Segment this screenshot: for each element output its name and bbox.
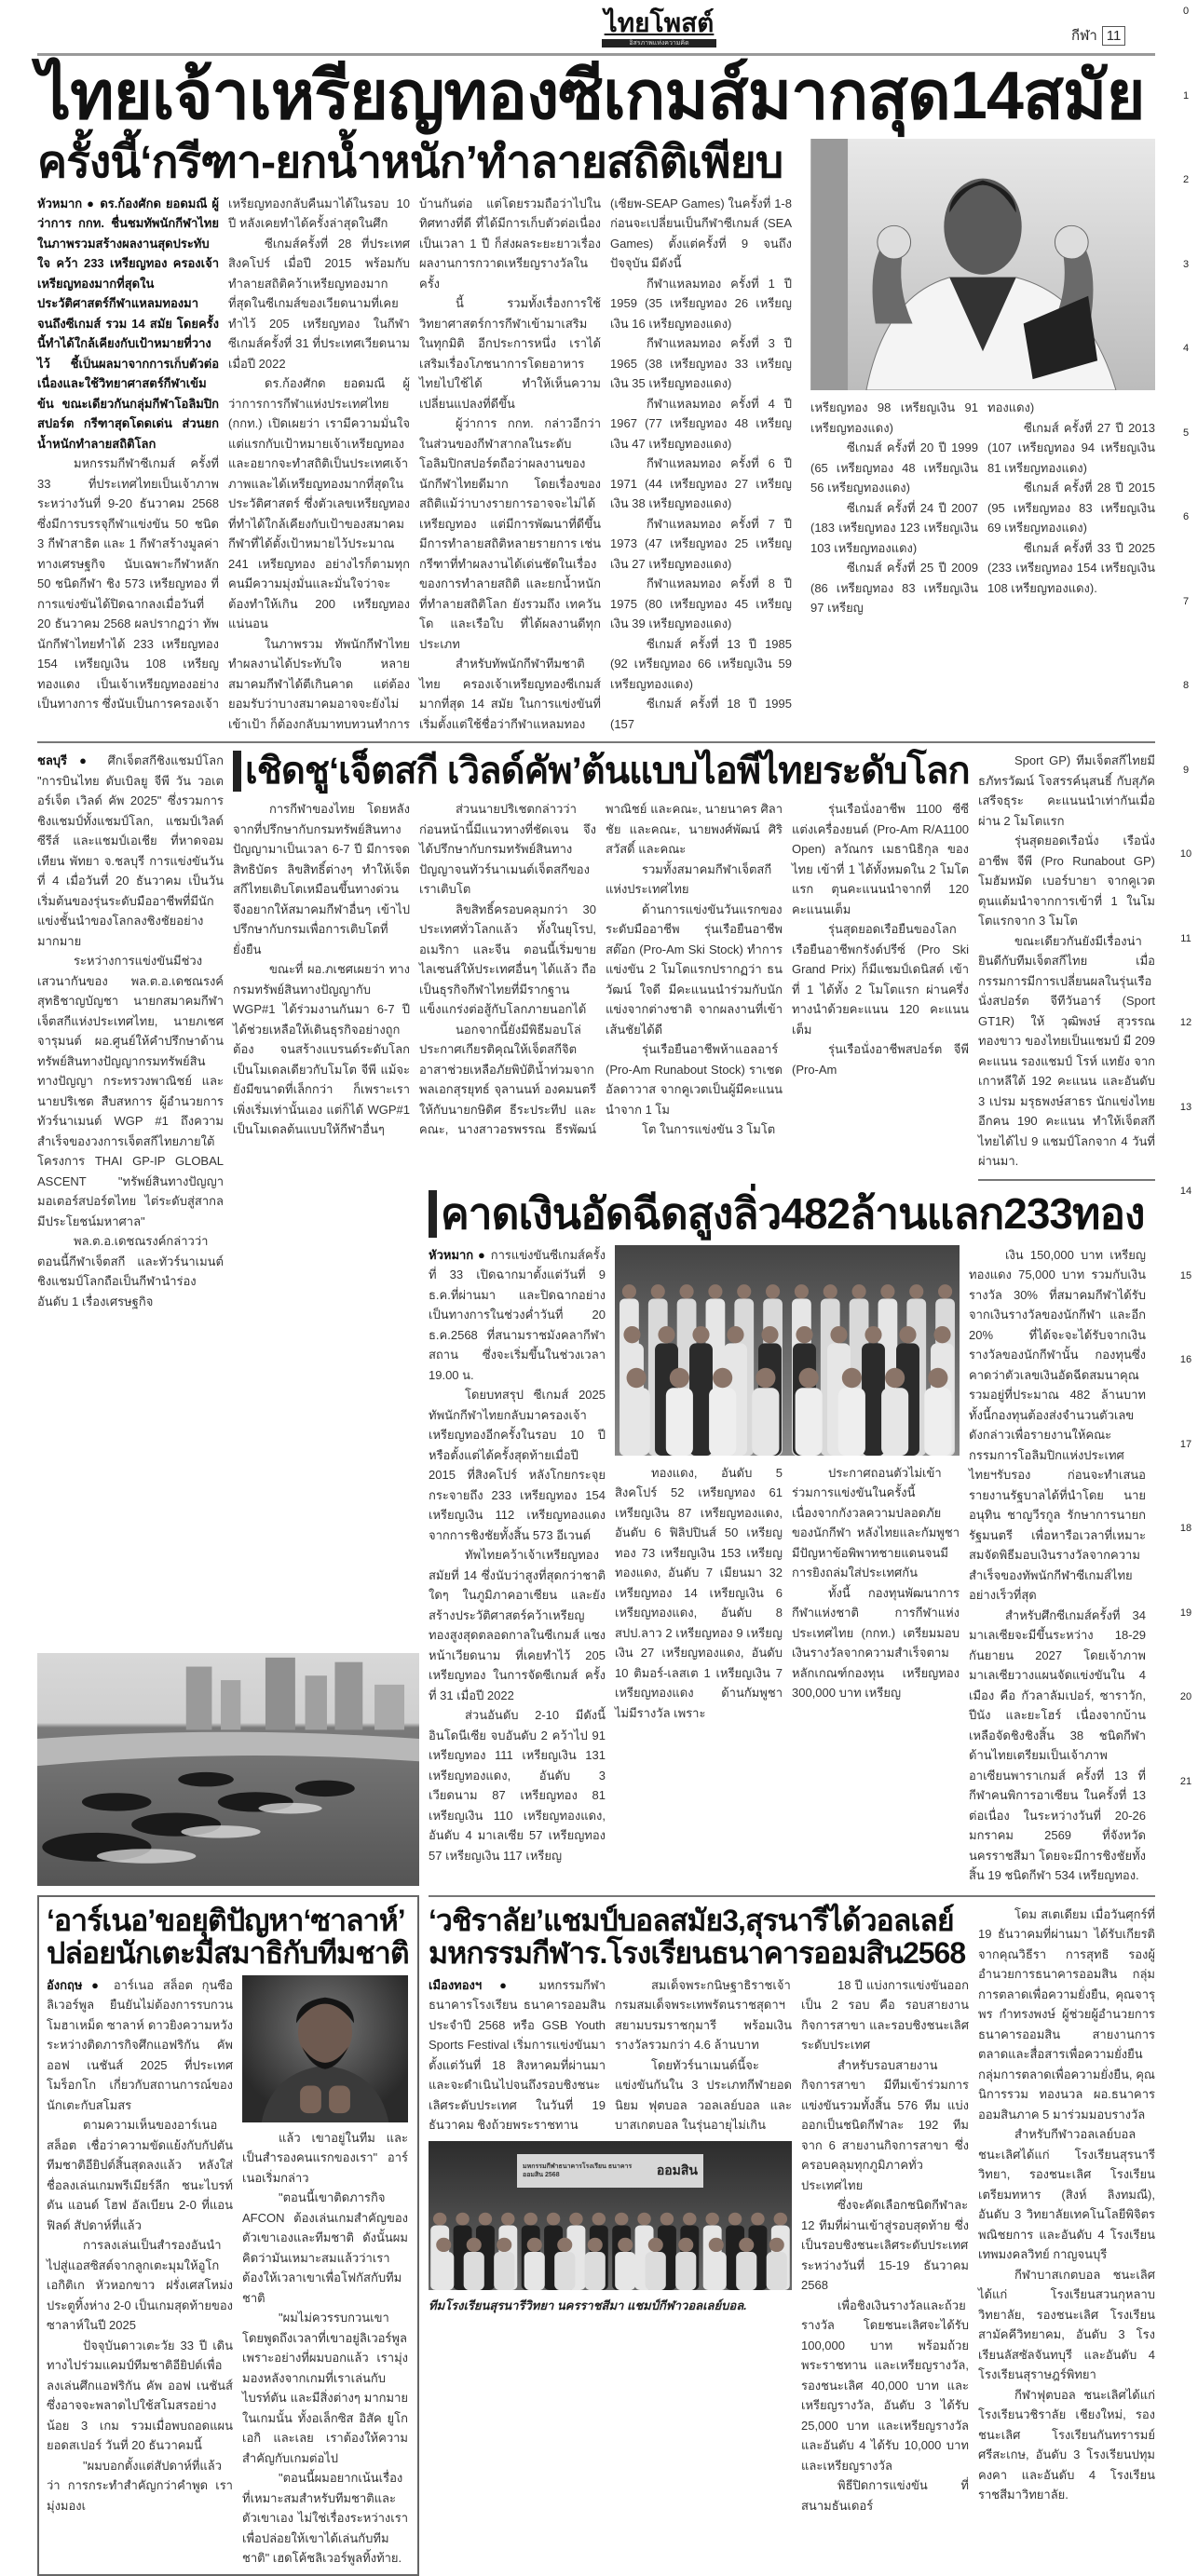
person-figure [615,2238,635,2290]
paragraph: มหกรรมกีฬาซีเกมส์ ครั้งที่ 33 ที่ประเทศไทยเป็นเจ้าภาพ ระหว่างวันที่ 9-20 ธันวาคม 2568 ซึ่งมีการบรรจุกีฬาแข่งขัน 50 ชนิด 3 กีฬาสาธิต และ 1 กีฬาสร้างมูลค่าทางเศรษฐกิจ นับเฉพาะกีฬาหลัก 50 ชนิดกีฬา ชิง 573 เหรียญทอง ที่การแข่งขันได้ปิดฉากลงเมื่อวันที่ 20 ธันวาคม 2568 ผลปรากฏว่า ทัพนักกีฬาไทยทำได้ 233 เหรียญทอง 154 เหรียญเงิน 108 เหรียญทองแดง เป็นเจ้าเหรียญทองอย่างเป็นทางการ ซึ่งนับเป็นการครองเจ้าเหรียญทองกลับคืนมาได้ในรอบ 10 ปี หลังเคยทำได้ครั้งล่าสุดในศึก [37,196,410,712]
paragraph: เงิน 150,000 บาท เหรียญทองแดง 75,000 บาท รวมกับเงินรางวัล 30% ที่สมาคมกีฬาได้รับจากเงินรางวัลของนักกีฬา และอีก 20% ที่ได้จะจะได้รับจากเงินรางวัลของนักกีฬานั้น กองทุนซึ่งคาดว่าตัวเลขเงินอัดฉีดสมนาคุณรวมอยู่ที่ประมาณ 482 ล้านบาท ทั้งนี้กองทุนต้องส่งจำนวนตัวเลขดังกล่าวเพื่อรายงานให้คณะกรรมการโอลิมปิกแห่งประเทศไทยฯรับรอง ก่อนจะทำเสนอรายงานรัฐบาลได้ที่นำโดย นายอนุทิน ชาญวีรกูล รักษาการนายกรัฐมนตรี เพื่อหารือเวลาที่เหมาะสมจัดพิธีมอบเงินรางวัลจากความสำเร็จของทัพนักกีฬาซีเกมส์ไทยอย่างเร็วที่สุด [969,1247,1146,1603]
paragraph: ในภาพรวม ทัพนักกีฬาไทยทำผลงานได้ประทับใจ หลายสมาคมกีฬาได้ตีเกินคาด แต่ต้องยอมรับว่าบางสมาคมอาจจะยังไม่เข้าเป้า ก็ต้องกลับมาทบทวนทำการบ้านกันต่อ แต่โดยรวมถือว่าไปในทิศทางที่ดี ที่ได้มีการเก็บตัวต่อเนื่องเป็นเวลา 1 ปี ก็ส่งผลระยะยาวเรื่องผลงานการกวาดเหรียญรางวัลในครั้ง [228,196,601,731]
main-headline: ไทยเจ้าเหรียญทองซีเกมส์มากสุด14สมัย [37,59,1145,133]
ruler-mark: 4 [1182,343,1190,354]
gsb-story [429,1895,1155,2516]
medal-history-entry: กีฬาแหลมทอง ครั้งที่ 8 ปี 1975 (80 เหรียญทอง 45 เหรียญเงิน 39 เหรียญทองแดง) [610,576,792,631]
section-label [1071,24,1125,47]
medal-history-entry: กีฬาแหลมทอง ครั้งที่ 4 ปี 1967 (77 เหรียญทอง 48 เหรียญเงิน 47 เหรียญทองแดง) [610,396,792,451]
paragraph: นี้ รวมทั้งเรื่องการใช้วิทยาศาสตร์การกีฬาเข้ามาเสริมในทุกมิติ อีกประการหนึ่ง เราได้เสริมเรื่องโภชนาการโดยอาหารไทยไปใช้ได้ ทำให้เห็นความเปลี่ยนแปลงที่ดีขึ้น [419,296,601,411]
main-story [37,139,1155,734]
lead-paragraph: ดร.ก้องศักด ยอดมณี ผู้ว่าการ กกท. ชื่นชมทัพนักกีฬาไทยในภาพรวมสร้างผลงานสุดประทับใจ คว้า 233 เหรียญทอง ครองเจ้าเหรียญทองมากที่สุดในประวัติศาสตร์กีฬาแหลมทองมาจนถึงซีเกมส์ รวม 14 สมัย โดยครั้งนี้ทำได้ใกล้เคียงกับเป้าหมายที่วางไว้ ชี้เป็นผลมาจากการเก็บตัวต่อเนื่องและใช้วิทยาศาสตร์กีฬาเข้มข้น ขณะเดียวกันกลุ่มกีฬาโอลิมปิกสปอร์ต กรีฑาสุดโดดเด่น ส่วนยกน้ำหนักทำลายสถิติโลก [37,196,219,451]
paragraph: กีฬาบาสเกตบอล ชนะเลิศได้แก่ โรงเรียนสวนกุหลาบวิทยาลัย, รองชนะเลิศ โรงเรียนสามัคคีวิทยาคม, อันดับ 3 โรงเรียนลัสซัลจันทบุรี และอันดับ 4 โรงเรียนสุราษฎร์พิทยา [978,2267,1155,2382]
paragraph: "ผมบอกตั้งแต่สัปดาห์ที่แล้วว่า การกระทำสำคัญกว่าคำพูด เรามุ่งมองเ [47,2458,233,2513]
paragraph: การกีฬาของไทย โดยหลังจากที่ปรึกษากับกรมทรัพย์สินทางปัญญามาเป็นเวลา 6-7 ปี มีการจดสิทธิบัตร ลิขสิทธิ์ต่างๆ ทำให้เจ็ตสกีไทยเติบโตเหมือนขึ้นทางด่วน จึงอยากให้สมาคมกีฬาอื่นๆ เข้าไปปรึกษากับกรมเพื่อการเติบโตที่ยั่งยืน [233,802,410,956]
person-figure [706,2238,727,2290]
paragraph: พิธีปิดการแข่งขัน ที่สนามธันเดอร์ [801,2478,969,2513]
paragraph: รุ่นเรือนั่งอาชีพสปอร์ต จีพี (Pro-Am [792,1042,969,1077]
paragraph: ขณะที่ ผอ.ภเชศเผยว่า ทางกรมทรัพย์สินทางปัญญากับ WGP#1 ได้ร่วมงานกันมา 6-7 ปี ได้ช่วยเหลือให้เดินธุรกิจอย่างถูกต้อง จนสร้างแบรนด์ระดับโลก เป็นโมเดลเดียวกับโมโต จีพี แม้จะยังมีขนาดที่เล็กกว่า ก็เพราะเราเพิ่งเริ่มเท่านั้นเอง แต่ก็ได้ WGP#1 เป็นโมเดลต้นแบบให้กีฬาอื่นๆ [233,962,410,1137]
paragraph: อาร์เนอ สล็อต กุนซือลิเวอร์พูล ยืนยันไม่ต้องการรบกวน โมฮาเหม็ด ซาลาห์ ดาวยิงความหวัง ระหว่างติดภารกิจศึกแอฟริกัน คัพ ออฟ เนชันส์ 2025 ที่ประเทศโมร็อกโก เกี่ยวกับสถานการณ์ของนักเตะกับสโมสร [47,1977,233,2112]
ruler-mark: 13 [1179,1101,1192,1113]
medal-history-entry: เหรียญทอง 98 เหรียญเงิน 91 เหรียญทองแดง) [810,400,978,435]
salah-col-1 [47,1975,233,2516]
athlete-medal-image [810,139,1155,390]
ruler-mark: 21 [1179,1775,1192,1787]
salah-headline-line-2: ปล่อยนักเตะมีสมาธิกับทีมชาติ [47,1935,409,1970]
section-name: กีฬา [1071,28,1097,44]
paragraph: รุ่นเรือยืนอาชีพห้าแอลอาร์ (Pro-Am Runabout Stock) ราเชด อัลดาวาส จากคูเวตเป็นผู้มีคะแนนนำจาก 1 โม [606,1042,783,1117]
paragraph: ส่วนนายปริเชตกล่าวว่า ก่อนหน้านี้มีแนวทางที่ชัดเจน จึงได้ปรึกษากับกรมทรัพย์สินทางปัญญาจนทัวร์นาเมนต์เจ็ตสกีของเราเติบโต [419,802,596,897]
paragraph: สำหรับกีฬาวอลเลย์บอล ชนะเลิศได้แก่ โรงเรียนสุรนารีวิทยา, รองชนะเลิศ โรงเรียนเตรียมทหาร (สิงห์ ลิงทมณี), อันดับ 3 วิทยาลัยเทคโนโลยีพิจิตรพณิชยการ และอันดับ 4 โรงเรียนเทพมงคลวิทย์ กาญจนบุรี [978,2127,1155,2262]
jetski-right-col [978,751,1155,1172]
ruler-mark: 1 [1182,89,1190,102]
medal-history-continued [810,398,1155,618]
paragraph: มหกรรมกีฬาธนาคารโรงเรียน ธนาคารออมสิน ประจำปี 2568 หรือ GSB Youth Sports Festival เริ่มการแข่งขันมาตั้งแต่วันที่ 18 สิงหาคมที่ผ่านมา และจะดำเนินไปจนถึงรอบชิงชนะเลิศระดับประเทศ ในวันที่ 19 ธันวาคม ชิงถ้วยพระราชทาน [429,1977,606,2133]
medal-history-entry: กีฬาแหลมทอง ครั้งที่ 7 ปี 1973 (47 เหรียญทอง 25 เหรียญเงิน 27 เหรียญทองแดง) [610,516,792,571]
gsb-main [429,1905,969,2516]
paragraph: รุ่นสุดยอดเรือยืนของโลก เรือยืนอาชีพกรังด์ปรีซ์ (Pro Ski Grand Prix) ก็มีแชมป์เดนิสต์ เข้าที่ 1 ได้ทั้ง 2 โมโตแรก ผ่านครึ่งทางนำด้วยคะแนน 120 คะแนนเต็ม [792,922,969,1037]
dateline: เมืองทองฯ ● [429,1977,522,1992]
jetski-story [233,751,969,1140]
ruler-mark: 7 [1182,595,1190,607]
paragraph: โดยบทสรุป ซีเกมส์ 2025 ทัพนักกีฬาไทยกลับมาครองเจ้าเหรียญทองอีกครั้งในรอบ 10 ปี หรือตั้งแต่ได้ครั้งสุดท้ายเมื่อปี 2015 ที่สิงคโปร์ หลังโกยกระจุยกระจายถึง 233 เหรียญทอง 154 เหรียญเงิน 112 เหรียญทองแดง จากการชิงชัยทั้งสิ้น 573 อีเวนต์ [429,1388,606,1542]
bonus-col-1 [429,1245,606,1866]
salah-headline-line-1: ‘อาร์เนอ’ขอยุติปัญหา‘ซาลาห์’ [47,1903,405,1937]
jetski-headline: เชิดชู‘เจ็ตสกี เวิลด์คัพ’ต้นแบบไอพีไทยระดับโลก [233,751,969,792]
paragraph: "ผมไม่ควรรบกวนเขาโดยพูดถึงเวลาที่เขาอยู่ลิเวอร์พูล เพราะอย่างที่ผมบอกแล้ว เรามุ่งมองหลังจากเกมที่เราเล่นกับไบรท์ตัน และมีสิ่งต่างๆ มากมายในเกมนั้น ทั้งอเล็กซิส อิสัค ยูโกเอกิ และเลย เราต้องให้ความสำคัญกับเกมต่อไป [242,2311,408,2465]
person-figure [494,2238,514,2290]
paragraph: แล้ว เขาอยู่ในทีม และเป็นสำรองคนแรกของเรา" อาร์เนอเริ่มกล่าว [242,2130,408,2185]
ruler-mark: 19 [1179,1607,1192,1619]
logo-tagline: อิสรภาพแห่งความคิด [602,39,716,47]
paragraph: ลิขสิทธิ์ครอบคลุมกว่า 30 ประเทศทั่วโลกแล้ว ทั้งในยุโรป, อเมริกา และจีน ตอนนี้เริ่มขายไลเซนส์ให้ประเทศอื่นๆ ได้แล้ว ถือเป็นธุรกิจกีฬาไทยที่มีรากฐานแข็งแกร่งต่อสู้กับโลกภายนอกได้ [419,902,596,1017]
paragraph: ด้านการแข่งขันวันแรกของระดับมืออาชีพ รุ่นเรือยืนอาชีพสต๊อก (Pro-Am Ski Stock) ทำการแข่งขัน 2 โมโตแรกปรากฏว่า ธนวัฒน์ ใจดี มีคะแนนนำร่วมกับนักแข่งจากต่างชาติ จากผลงานที่เข้าเส้นชัยได้ดี [606,902,783,1037]
ruler-mark: 16 [1179,1354,1192,1365]
main-story-right [810,139,1155,618]
gsb-col-3 [801,1975,969,2516]
paragraph: Sport GP) ทีมเจ็ตสกีไทยมี ธภัทรวัฒน์ โจสรรค์นุสนธิ์ กับสุภัค เสรีจธุระ คะแนนนำเท่ากันเมื่อผ่าน 2 โมโตแรก [978,753,1155,828]
ruler-mark: 6 [1182,511,1190,522]
bonus-headline: คาดเงินอัดฉีดสูงลิ่ว482ล้านแลก233ทอง [429,1190,1155,1238]
main-story-left [37,139,792,734]
paragraph: ศึกเจ็ตสกีชิงแชมป์โลก "การบินไทย ดับเบิลยู จีพี วัน วอเตอร์เจ็ต เวิลด์ คัพ 2025" ซึ่งรวมการชิงแชมป์ทั้งแชมป์โลก, แชมป์เวิลด์ ซีรีส์ และแชมป์เอเชีย ที่หาดจอมเทียน พัทยา จ.ชลบุรี การแข่งขันวันที่ 4 เมื่อวันที่ 20 ธันวาคม เป็นวันเริ่มต้นของรุ่นระดับมืออาชีพที่มีนักแข่งชั้นนำของโลกลงชิงชัยอย่างมากมาย [37,753,224,948]
ruler-mark: 8 [1182,680,1190,691]
ruler-mark: 17 [1179,1438,1192,1450]
person-figure [464,2238,484,2290]
paragraph: พล.ต.อ.เดชณรงค์กล่าวว่า ตอนนี้กีฬาเจ็ตสกี และทัวร์นาเมนต์ชิงแชมป์โลกถือเป็นกีฬานำร่องอันดับ 1 เรื่องเศรษฐกิจ [37,1234,224,1308]
salah-story-box [37,1895,419,2576]
paragraph: รวมทั้งสมาคมกีฬาเจ็ตสกีแห่งประเทศไทย [606,861,772,897]
bonus-col-2-3 [615,1463,960,1724]
team-celebration-photo [615,1245,960,1456]
masthead-logo [596,9,722,47]
masthead-rule [37,53,1155,56]
page-content [37,60,1155,2576]
main-subheadline: ครั้งนี้‘กรีฑา-ยกน้ำหนัก’ทำลายสถิติเพียบ [37,138,783,188]
paragraph: ทองแดง, อันดับ 5 สิงคโปร์ 52 เหรียญทอง 61 เหรียญเงิน 87 เหรียญทองแดง, อันดับ 6 ฟิลิปปินส์ 50 เหรียญทอง 73 เหรียญเงิน 153 เหรียญทองแดง, อันดับ 7 เมียนมา 32 เหรียญทอง 14 เหรียญเงิน 6 เหรียญทองแดง, อันดับ 8 สปป.ลาว 2 เหรียญทอง 9 เหรียญเงิน 27 เหรียญทองแดง, อันดับ 10 ติมอร์-เลสเต 1 เหรียญเงิน 7 เหรียญทองแดง ด้านกัมพูชา ไม่มีรางวัล เพราะ [615,1465,783,1720]
ruler-mark: 5 [1182,427,1190,439]
gsb-brand-text: ออมสิน [656,2162,698,2177]
person-figure [554,2238,575,2290]
ruler-mark: 20 [1179,1691,1192,1702]
paragraph: โต ในการแข่งขัน 3 โมโต [642,1122,776,1137]
person-figure [433,2238,454,2290]
paragraph: ขณะเดียวกันยังมีเรื่องน่ายินดีกับทีมเจ็ตสกีไทย เมื่อกรรมการมีการเปลี่ยนผลในรุ่นเรือนั่งสปอร์ต จีทีวันอาร์ (Sport GT1R) ให้ วุฒิพงษ์ สุวรรณทองขาว ของไทยเป็นแชมป์ มี 209 คะแนน รองแชมป์ โรห์ แทยัง จากเกาหลีใต้ 192 คะแนน และอันดับ 3 เปรม มรุธพงษ์สาธร นักแข่งไทยอีกคน 190 คะแนน ทำให้เจ็ตสกีไทยได้ไป 9 แชมป์โลกจาก 4 วันที่ผ่านมา. [978,933,1155,1169]
photo-caption: ทีมโรงเรียนสุรนารีวิทยา นครราชสีมา แชมป์กีฬาวอลเลย์บอล. [429,2298,747,2312]
bonus-story [429,1190,1155,1886]
ruler-mark: 15 [1179,1269,1192,1281]
gsb-col-4 [978,1905,1155,2505]
person-figure [646,2238,666,2290]
athletes-group-image [615,1245,960,1456]
salah-right [242,1975,408,2569]
bonus-col-2 [615,1463,783,1724]
medal-history-entry: ซีเกมส์ ครั้งที่ 28 ปี 2015 (95 เหรียญทอง 83 เหรียญเงิน 69 เหรียญทองแดง) [987,481,1155,536]
gsb-headline-line-2: มหกรรมกีฬาร.โรงเรียนธนาคารออมสิน2568 [429,1935,966,1970]
gsb-col-2 [615,1975,792,2135]
medal-history-entry: ซีเกมส์ ครั้งที่ 18 ปี 1995 (157 [610,697,792,731]
paragraph: ตามความเห็นของอาร์เนอ สล็อต เชื่อว่าความขัดแย้งกับกัปตันทีมชาติอียิปต์สิ้นสุดลงแล้ว หลังใส่ชื่อลงเล่นเกมพรีเมียร์ลีก ชนะไบรท์ตัน แอนด์ โฮฟ อัลเบียน 2-0 ที่แอนฟิลด์ สัปดาห์ที่แล้ว [47,2118,233,2232]
gsb-lead [429,1975,792,2135]
paragraph: สำหรับศึกซีเกมส์ครั้งที่ 34 มาเลเซียจะมีขึ้นระหว่าง 18-29 กันยายน 2027 โดยเจ้าภาพมาเลเซียวางแผนจัดแข่งขันใน 4 เมือง คือ กัวลาลัมเปอร์, ซาราวัก, ปีนัง และยะโฮร์ เนื่องจากบ้านเหลือจัดชิงชิงสิ้น 38 ชนิดกีฬา ด้านไทยเตรียมเป็นเจ้าภาพอาเซียนพาราเกมส์ ครั้งที่ 13 ที่กีฬาคนพิการอาเซียน ในครั้งที่ 13 ต่อเนื่อง ในระหว่างวันที่ 20-26 มกราคม 2569 ที่จังหวัดนครราชสีมา โดยจะมีการชิงชัยทั้งสิ้น 19 ชนิดกีฬา 534 เหรียญทอง. [969,1607,1146,1883]
paragraph: ปัจจุบันดาวเตะวัย 33 ปี เดินทางไปร่วมแคมป์ทีมชาติอียิปต์เพื่อลงเล่นศึกแอฟริกัน คัพ ออฟ เนชันส์ ซึ่งอาจจะพลาดไปใช้สโมสรอย่างน้อย 3 เกม รวมเมื่อพบถอดแผน ยอดสเปอร์ วันที่ 20 ธันวาคมนี้ [47,2338,233,2453]
person-figure [736,2238,756,2290]
dateline: หัวหมาก ● [37,196,96,210]
paragraph: ซีเกมส์ครั้งที่ 28 ที่ประเทศสิงคโปร์ เมื่อปี 2015 พร้อมกับทำลายสถิติคว้าเหรียญทองมากที่สุดในซีเกมส์ของเวียดนามที่เคยทำไว้ 205 เหรียญทอง ในกีฬาซีเกมส์ครั้งที่ 31 ที่ประเทศเวียดนาม เมื่อปี 2022 [228,236,410,371]
gsb-body [429,1975,969,2516]
volleyball-team-photo [429,2141,792,2290]
bonus-col-4 [969,1245,1146,1886]
ruler-mark: 14 [1179,1186,1192,1197]
paragraph: 18 ปี แบ่งการแข่งขันออกเป็น 2 รอบ คือ รอบสายงานกิจการสาขา และรอบชิงชนะเลิศระดับประเทศ [801,1977,969,2053]
salah-body [47,1975,410,2569]
dateline: หัวหมาก ● [429,1247,486,1262]
jetski-mid-col-3 [606,860,783,1120]
paragraph: กีฬาฟุตบอล ชนะเลิศได้แก่ โรงเรียนวชิราลัย เชียงใหม่, รองชนะเลิศ โรงเรียนกันทรารมย์ ศรีสะเกษ, อันดับ 3 โรงเรียนปทุมคงคา และอันดับ 4 โรงเรียนราชสีมาวิทยาลัย. [978,2387,1155,2502]
paragraph: การลงเล่นเป็นสำรองอันนำไปสู่แอสซิสต์จากลูกเตะมุมให้อูโก เอกิติเก หัวหอกขาว ฝรั่งเศสโหม่งประตูทิ้งห่าง 2-0 เป็นเกมสุดท้ายของซาลาห์ในปี 2025 [47,2238,233,2333]
medal-history-entry: ซีเกมส์ ครั้งที่ 13 ปี 1985 (92 เหรียญทอง 66 เหรียญเงิน 59 เหรียญทองแดง) [610,636,792,691]
paragraph: ส่วนอันดับ 2-10 มีดังนี้ อินโดนีเซีย จบอันดับ 2 คว้าไป 91 เหรียญทอง 111 เหรียญเงิน 131 เหรียญทองแดง, อันดับ 3 เวียดนาม 87 เหรียญทอง 81 เหรียญเงิน 110 เหรียญทองแดง, อันดับ 4 มาเลเซีย 57 เหรียญทอง 57 เหรียญเงิน 117 เหรียญ [429,1708,606,1863]
jetski-race-image [37,1653,419,1886]
medal-history-entry: กีฬาแหลมทอง ครั้งที่ 1 ปี 1959 (35 เหรียญทอง 26 เหรียญเงิน 16 เหรียญทองแดง) [610,276,792,331]
person-figure [675,2238,696,2290]
medal-history-entry: ซีเกมส์ ครั้งที่ 25 ปี 2009 (86 เหรียญทอง 83 เหรียญเงิน 97 เหรียญ [810,561,978,616]
lower-section [37,751,1155,2575]
logo-text: ไทยโพสต์ [604,8,715,37]
salah-photo [242,1975,408,2122]
masthead [0,0,1198,58]
paragraph: ผู้ว่าการ กกท. กล่าวอีกว่า ในส่วนของกีฬาสากลในระดับโอลิมปิกสปอร์ตถือว่าผลงานของนักกีฬาไทยดีมาก โดยเรื่องของสถิติแม้ว่าบางรายการอาจจะไม่ได้เหรียญทอง แต่มีการพัฒนาที่ดีขึ้น มีการทำลายสถิติหลายรายการ เช่น กรีฑาที่ทำผลงานได้เด่นชัดในเรื่องของการทำลายสถิติ และยกน้ำหนักที่ทำลายสถิติโลก ยังรวมถึง เทควันโด และเรือใบ ที่ได้ผลงานดีทุกประเภท [419,416,601,651]
paragraph: "ตอนนี้เขาติดภารกิจ AFCON ต้องเล่นเกมสำคัญของตัวเขาเองและทีมชาติ ดังนั้นผมคิดว่ามันเหมาะสมแล้วว่าเราต้องให้เวลาเขาเพื่อโฟกัสกับทีมชาติ [242,2190,408,2305]
ruler-mark: 18 [1179,1523,1192,1534]
main-story-body [37,194,792,735]
paragraph: ทั้งนี้ กองทุนพัฒนาการกีฬาแห่งชาติ การกีฬาแห่งประเทศไทย (กกท.) เตรียมมอบเงินรางวัลจากความสำเร็จตามหลักเกณฑ์กองทุน เหรียญทอง 300,000 บาท เหรียญ [792,1585,960,1701]
jetski-left-col [37,751,224,1311]
paragraph: โดม สเตเดียม เมื่อวันศุกร์ที่ 19 ธันวาคมที่ผ่านมา ได้รับเกียรติจากคุณวิธีรา การสุทธิ รองผู้อำนวยการธนาคารออมสิน กลุ่มการตลาดเพื่อความยั่งยืน, คุณจารุพร กำทรงพงษ์ ผู้ช่วยผู้อำนวยการธนาคารออมสิน สายงานการตลาดและสื่อสารเพื่อความยั่งยืน กลุ่มการตลาดเพื่อความยั่งยืน, คุณนิการรวม ทองนวล ผอ.ธนาคารออมสินภาค 5 มาร่วมมอบรางวัล [978,1906,1155,2122]
ruler-mark: 12 [1179,1017,1192,1028]
ruler-mark: 10 [1179,848,1192,860]
jetski-photo [37,1653,419,1886]
ruler-mark: 2 [1182,174,1190,185]
paragraph: เพื่อชิงเงินรางวัลและถ้วยรางวัล โดยชนะเลิศจะได้รับ 100,000 บาท พร้อมถ้วยพระราชทาน และเหรียญรางวัล, รองชนะเลิศ 40,000 บาท และเหรียญรางวัล, อันดับ 3 ได้รับ 25,000 บาท และเหรียญรางวัล และอันดับ 4 ได้รับ 10,000 บาท และเหรียญรางวัล [801,2298,969,2473]
paragraph: โดยทัวร์นาเมนต์นี้จะแข่งขันกันใน 3 ประเภทกีฬายอดนิยม ฟุตบอล วอลเลย์บอล และบาสเกตบอล ในรุ่นอายุไม่เกิน [615,2057,792,2133]
footballer-image [242,1975,408,2122]
medal-history-entry: ซีเกมส์ ครั้งที่ 20 ปี 1999 (65 เหรียญทอง 48 เหรียญเงิน 56 เหรียญทองแดง) [810,441,978,495]
dateline: อังกฤษ ● [47,1977,105,1992]
medal-history-entry: ซีเกมส์ ครั้งที่ 24 ปี 2007 (183 เหรียญทอง 123 เหรียญเงิน 103 เหรียญทองแดง) [810,500,978,555]
paragraph: ดร.ก้องศักด ยอดมณี ผู้ว่าการการกีฬาแห่งประเทศไทย (กกท.) เปิดเผยว่า เรามีความมั่นใจแต่แรกกับเป้าหมายเจ้าเหรียญทอง และอยากจะทำสถิติเป็นประเทศเจ้าภาพและได้เหรียญทองมากที่สุดในประวัติศาสตร์ ซึ่งตัวเลขเหรียญทองที่ทำได้ใกล้เคียงกับเป้าของสมาคมกีฬาที่ได้ตั้งเป้าหมายไว้ประมาณ 241 เหรียญทอง อย่างไรก็ตามทุกคนมีความมุ่งมั่นและมั่นใจว่าจะต้องทำให้เกิน 200 เหรียญทองแน่นอน [228,376,410,631]
medal-history-entry: กีฬาแหลมทอง ครั้งที่ 6 ปี 1971 (44 เหรียญทอง 27 เหรียญเงิน 38 เหรียญทองแดง) [610,456,792,511]
section-rule [37,741,1155,743]
paragraph: "ตอนนี้ผมอยากเน้นเรื่องที่เหมาะสมสำหรับทีมชาติและตัวเขาเอง ไม่ใช่เรื่องระหว่างเรา เพื่อปล่อยให้เขาได้เล่นกับทีมชาติ" เฮดโค้ชลิเวอร์พูลทิ้งท้าย. [242,2471,408,2566]
paragraph: การแข่งขันซีเกมส์ครั้งที่ 33 เปิดฉากมาตั้งแต่วันที่ 9 ธ.ค.ที่ผ่านมา และปิดฉากอย่างเป็นทางการในช่วงค่ำวันที่ 20 ธ.ค.2568 ที่สนามราชมังคลากีฬาสถาน ซึ่งจะเริ่มขึ้นในช่วงเวลา 19.00 น. [429,1247,606,1382]
ruler-mark: 0 [1182,6,1190,17]
paragraph: สำหรับทัพนักกีฬาทีมชาติไทย ครองเจ้าเหรียญทองซีเกมส์มากที่สุด 14 สมัย ในการแข่งขันที่เริ่มตั้งแต่ใช้ชื่อว่ากีฬาแหลมทอง (เซียพ-SEAP Games) ในครั้งที่ 1-8 ก่อนจะเปลี่ยนเป็นกีฬาซีเกมส์ (SEA Games) ตั้งแต่ครั้งที่ 9 จนถึงปัจจุบัน มีดังนี้ [419,196,792,731]
medal-history-entry: กีฬาแหลมทอง ครั้งที่ 3 ปี 1965 (38 เหรียญทอง 33 เหรียญเงิน 35 เหรียญทองแดง) [610,336,792,391]
ruler-mark: 9 [1182,764,1190,776]
person-figure [524,2238,545,2290]
bonus-middle [615,1245,960,1724]
medal-history-entry: ซีเกมส์ ครั้งที่ 27 ปี 2013 (107 เหรียญทอง 94 เหรียญเงิน 81 เหรียญทองแดง) [987,420,1155,475]
paragraph: ประกาศถอนตัวไม่เข้าร่วมการแข่งขันในครั้งนี้ เนื่องจากกังวลความปลอดภัยของนักกีฬา หลังไทยและกัมพูชามีปัญหาข้อพิพาทชายแดนจนมีการยิงถล่มใส่ประเทศกัน [792,1465,960,1580]
salah-col-2 [242,2128,408,2569]
medal-history-entry: ทองแดง) [987,400,1035,415]
gsb-headline-line-1: ‘วชิราลัย’แชมป์บอลสมัย3,สุรนารีได้วอลเลย์ [429,1903,954,1937]
banner-text: มหกรรมกีฬาธนาคารโรงเรียน ธนาคารออมสิน 2568 [523,2162,633,2178]
athlete-photo [810,139,1155,390]
jetski-body [233,799,969,1140]
dateline: ชลบุรี ● [37,753,96,768]
ruler-mark: 3 [1182,258,1190,270]
paragraph: รุ่นเรือนั่งอาชีพ 1100 ซีซี แต่งเครื่องยนต์ (Pro-Am R/A1100 Open) ลวัณกร เมธานิธิกุล ของไทย เข้าที่ 1 ได้ทั้งหมดใน 2 โมโตแรก ตุนคะแนนนำจากที่ 120 คะแนนเต็ม [792,802,969,916]
section-rule [978,1179,1155,1181]
gsb-left [429,1975,792,2315]
page-number: 11 [1102,26,1126,46]
paragraph: ระหว่างการแข่งขันมีช่วงเสวนากันของ พล.ต.อ.เดชณรงค์ สุทธิชาญบัญชา นายกสมาคมกีฬาเจ็ตสกีแห่งประเทศไทย, นายภเชศ จารุมนต์ ผอ.ศูนย์ให้คำปรึกษาด้านทรัพย์สินทางปัญญากรมทรัพย์สินทางปัญญา กระทรวงพาณิชย์ และนายปริเชต สืบสหการ ผู้อำนวยการทัวร์นาเมนต์ WGP #1 ถึงความ สำเร็จของวงการเจ็ตสกีไทยภายใต้โครงการ THAI GP-IP GLOBAL ASCENT "ทรัพย์สินทางปัญญามอเตอร์สปอร์ตไทย ไต่ระดับสู่สากล มีประโยชน์มหาศาล" [37,954,224,1228]
paragraph: ซึ่งจะคัดเลือกชนิดกีฬาละ 12 ทีมที่ผ่านเข้าสู่รอบสุดท้าย ซึ่งเป็นรอบชิงชนะเลิศระดับประเทศ ระหว่างวันที่ 15-19 ธันวาคม 2568 [801,2198,969,2293]
medal-history-entry: ซีเกมส์ ครั้งที่ 33 ปี 2025 (233 เหรียญทอง 154 เหรียญเงิน 108 เหรียญทองแดง). [987,540,1155,595]
person-figure [767,2238,787,2290]
bonus-col-3 [792,1463,960,1703]
jetski-right [978,751,1155,1181]
paragraph: รุ่นสุดยอดเรือนั่ง เรือนั่งอาชีพ จีพี (Pro Runabout GP) โมฮัมหมัด เบอร์บายา จากคูเวต ตุนแต้มนำจากการเข้าที่ 1 ในโมโตแรกจาก 3 โมโต [978,834,1155,929]
person-figure [585,2238,606,2290]
paragraph: ทัพไทยคว้าเจ้าเหรียญทองสมัยที่ 14 ซึ่งนับว่าสูงที่สุดกว่าชาติใดๆ ในภูมิภาคอาเซียน และยังสร้างประวัติศาสตร์คว้าเหรียญทองสูงสุดตลอดกาลในซีเกมส์ แซงหน้าเวียดนาม ที่เคยทำไว้ 205 เหรียญทอง ในการจัดซีเกมส์ ครั้งที่ 31 เมื่อปี 2022 [429,1548,606,1702]
ruler-mark: 11 [1180,932,1191,944]
bonus-body [429,1245,1155,1886]
event-banner [517,2154,703,2188]
paragraph: นอกจากนี้ยังมีพิธีมอบโล่ประกาศเกียรติคุณให้เจ็ตสกีจิตอาสาช่วยเหลือภัยพิบัติน้ำท่วมจากพลเอกสุรยุทธ์ จุลานนท์ องคมนตรี ให้กับนายกษิดิศ ธีระประทีป และคณะ, นางสาวอรพรรณ ธีรพัฒน์พาณิชย์ และคณะ, นายนาคร ศิลาชัย และคณะ, นายพงศ์พัฒน์ ศิริสวัสดิ์ และคณะ [419,802,783,1137]
paragraph: สำหรับรอบสายงานกิจการสาขา มีทีมเข้าร่วมการแข่งขันรวมทั้งสิ้น 576 ทีม แบ่งออกเป็นชนิดกีฬาละ 192 ทีม จาก 6 สายงานกิจการสาขา ซึ่งครอบคลุมทุกภูมิภาคทั่วประเทศไทย [801,2057,969,2192]
paragraph: สมเด็จพระกนิษฐาธิราชเจ้า กรมสมเด็จพระเทพรัตนราชสุดาฯ สยามบรมราชกุมารี พร้อมเงินรางวัลรวมกว่า 4.6 ล้านบาท [615,1977,792,2053]
